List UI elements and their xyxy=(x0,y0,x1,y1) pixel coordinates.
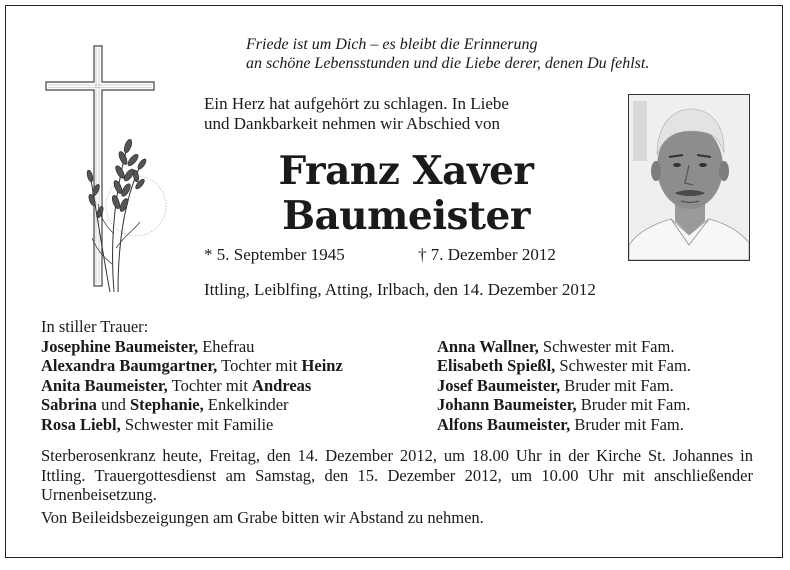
mourner-name: Sabrina xyxy=(41,395,97,414)
mourner-row xyxy=(41,395,441,415)
service-details: Sterberosenkranz heute, Freitag, den 14. Dezember 2012, um 18.00 Uhr in der Kirche St. Johannes in Ittling. Trauergottesdienst am Samstag, den 15. Dezember 2012, um 10.00 Uhr mit anschließender Urnenbeisetzung. xyxy=(41,446,753,504)
birth-date: * 5. September 1945 xyxy=(204,245,345,264)
mourner-name: Heinz xyxy=(301,356,343,375)
service-information xyxy=(41,446,753,527)
cross-with-wheat-icon xyxy=(30,34,180,304)
mourner-relation: Bruder mit Fam. xyxy=(576,395,691,414)
intro-text xyxy=(204,94,604,134)
mourner-relation: Ehefrau xyxy=(198,336,255,356)
deceased-first-names: Franz Xaver xyxy=(278,148,534,194)
mourner-name: Andreas xyxy=(252,375,312,395)
mourners-section xyxy=(41,317,761,434)
mourners-right-column xyxy=(437,337,767,435)
mourner-relation: und xyxy=(96,395,130,414)
mourner-name: Josef Baumeister, xyxy=(437,375,561,395)
mourner-relation: Schwester mit Fam. xyxy=(538,336,675,356)
mourner-row xyxy=(41,415,441,435)
portrait-photo xyxy=(628,94,750,261)
death-date: † 7. Dezember 2012 xyxy=(418,245,556,264)
mourner-relation: Tochter mit xyxy=(167,375,253,395)
place-and-date: Ittling, Leiblfing, Atting, Irlbach, den 14. Dezember 2012 xyxy=(204,280,596,299)
condolence-request: Von Beileidsbezeigungen am Grabe bitten wir Abstand zu nehmen. xyxy=(41,507,484,527)
life-dates xyxy=(204,245,624,265)
mourner-name: Alexandra Baumgartner, xyxy=(41,356,218,375)
mourner-relation: Bruder mit Fam. xyxy=(570,414,684,434)
mourner-relation: Tochter mit xyxy=(217,356,302,375)
mourner-row xyxy=(41,337,441,357)
quote-line-1: Friede ist um Dich – es bleibt die Erinnerung xyxy=(246,36,538,53)
mourners-left-column xyxy=(41,337,441,435)
intro-line-1: Ein Herz hat aufgehört zu schlagen. In Liebe xyxy=(204,94,509,113)
quote-line-2: an schöne Lebensstunden und die Liebe derer, denen Du fehlst. xyxy=(246,55,650,72)
mourner-name: Elisabeth Spießl, xyxy=(437,356,556,375)
deceased-surname: Baumeister xyxy=(282,193,530,239)
mourner-name: Anna Wallner, xyxy=(437,336,539,356)
mourner-row xyxy=(437,395,767,415)
obituary-notice xyxy=(5,5,783,558)
mourner-relation: Enkelkinder xyxy=(203,395,289,414)
mourner-name: Rosa Liebl, xyxy=(41,414,121,434)
mourner-name: Anita Baumeister, xyxy=(41,375,168,395)
intro-line-2: und Dankbarkeit nehmen wir Abschied von xyxy=(204,114,501,133)
mourners-heading: In stiller Trauer: xyxy=(41,317,149,336)
memorial-quote xyxy=(246,35,766,73)
mourner-row xyxy=(437,376,767,396)
mourner-row xyxy=(41,376,441,396)
mourner-row xyxy=(41,356,441,376)
mourner-row xyxy=(437,415,767,435)
mourner-name: Johann Baumeister, xyxy=(437,395,577,414)
mourner-row xyxy=(437,337,767,357)
mourner-relation: Schwester mit Familie xyxy=(120,414,274,434)
mourner-name: Stephanie, xyxy=(129,395,204,414)
mourner-row xyxy=(437,356,767,376)
mourner-name: Alfons Baumeister, xyxy=(437,414,571,434)
mourner-relation: Schwester mit Fam. xyxy=(555,356,691,375)
deceased-name xyxy=(196,149,616,239)
mourner-relation: Bruder mit Fam. xyxy=(560,375,674,395)
mourner-name: Josephine Baumeister, xyxy=(41,336,199,356)
